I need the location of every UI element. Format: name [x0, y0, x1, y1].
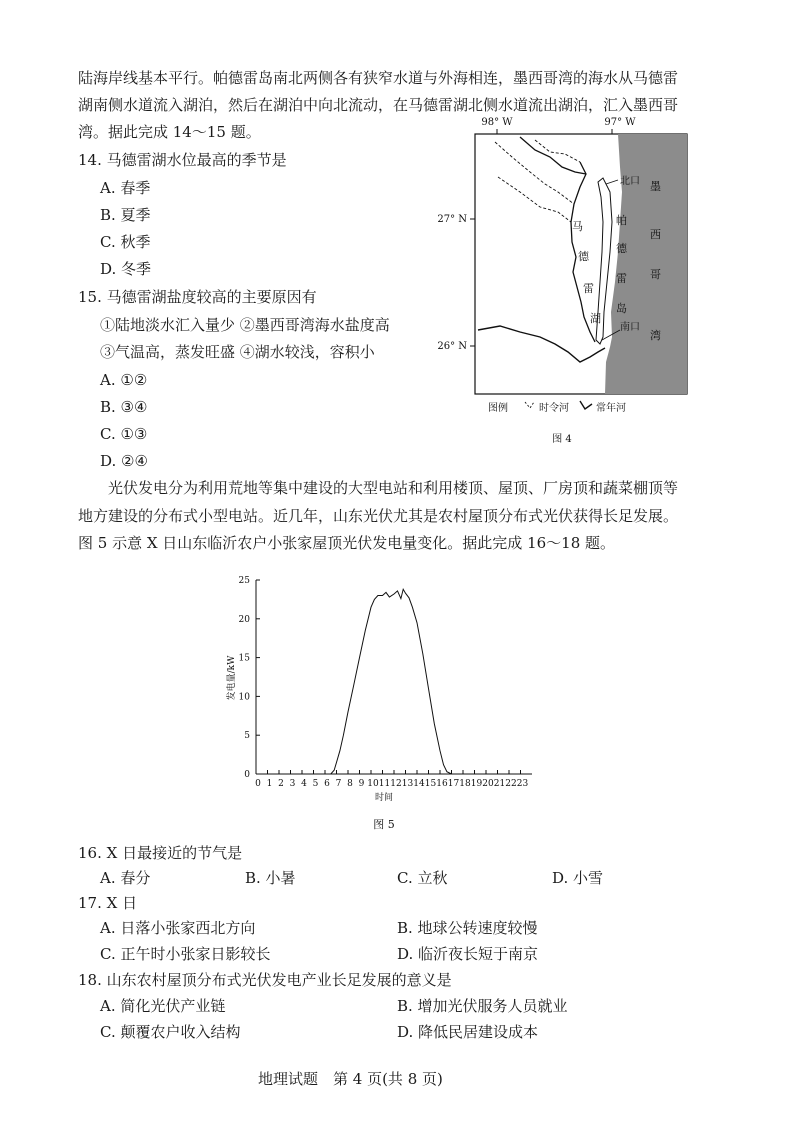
map-legend-title: 图例 [488, 403, 508, 414]
chart-x-tick-label: 16 [436, 779, 448, 789]
chart-x-tick-label: 23 [516, 779, 529, 789]
seasonal-river-2 [498, 177, 571, 222]
q15-items-line-1: ①陆地淡水汇入量少 ②墨西哥湾海水盐度高 [100, 316, 390, 334]
chart-x-tick-label: 14 [413, 779, 425, 789]
map-lake-label-4: 湖 [590, 312, 601, 325]
map-legend-seasonal: 时令河 [539, 403, 569, 414]
q15-option-c[interactable]: C. ①③ [100, 425, 148, 443]
q14-option-b[interactable]: B. 夏季 [100, 206, 151, 224]
q14-option-a[interactable]: A. 春季 [100, 179, 151, 197]
intro1-line-1: 陆海岸线基本平行。帕德雷岛南北两侧各有狭窄水道与外海相连，墨西哥湾的海水从马德雷 [78, 69, 679, 87]
chart-y-ticks [239, 576, 260, 780]
map-lon-left: 98° W [481, 117, 513, 128]
chart-x-tick-label: 9 [358, 779, 365, 789]
intro2-line-2: 地方建设的分布式小型电站。近几年，山东光伏尤其是农村屋顶分布式光伏获得长足发展。 [78, 507, 679, 525]
chart-x-tick-label: 22 [505, 779, 517, 789]
q17-option-d[interactable]: D. 临沂夜长短于南京 [397, 945, 539, 963]
figure-4-map [437, 112, 700, 457]
map-island-label-4: 岛 [616, 302, 627, 315]
map-south-inlet: 南口 [620, 322, 640, 333]
q17-option-a[interactable]: A. 日落小张家西北方向 [100, 919, 256, 937]
chart-x-tick-label: 11 [378, 779, 391, 789]
map-caption: 图 4 [552, 434, 572, 445]
map-lat-bottom: 26° N [437, 341, 467, 352]
chart-x-tick-label: 5 [312, 779, 319, 789]
q15-stem: 15. 马德雷湖盐度较高的主要原因有 [78, 288, 317, 306]
perennial-river-south [478, 326, 605, 362]
figure-5-chart [220, 568, 540, 836]
q18-option-d[interactable]: D. 降低民居建设成本 [397, 1023, 539, 1041]
chart-y-tick-label: 15 [238, 653, 250, 664]
seasonal-river-1 [495, 142, 574, 204]
chart-x-tick-label: 2 [278, 779, 284, 789]
q16-stem: 16. X 日最接近的节气是 [78, 844, 243, 862]
q14-option-c[interactable]: C. 秋季 [100, 233, 151, 251]
chart-x-tick-label: 1 [266, 779, 273, 789]
intro1-line-2: 湖南侧水道流入湖泊，然后在湖泊中向北流动，在马德雷湖北侧水道流出湖泊，汇入墨西哥 [78, 96, 679, 114]
map-gulf-label-4: 湾 [650, 329, 661, 342]
gulf-of-mexico-shading [605, 134, 687, 394]
q15-option-d[interactable]: D. ②④ [100, 452, 148, 470]
chart-x-tick-label: 8 [347, 779, 353, 789]
chart-y-tick-label: 20 [238, 614, 250, 625]
legend-perennial-symbol [580, 401, 592, 409]
chart-y-tick-label: 10 [238, 692, 250, 703]
chart-x-label: 时间 [374, 793, 394, 803]
seasonal-river-3 [535, 140, 580, 162]
q16-option-c[interactable]: C. 立秋 [397, 869, 448, 887]
chart-y-tick-label: 5 [244, 731, 250, 742]
chart-x-tick-label: 3 [289, 779, 296, 789]
chart-x-tick-label: 21 [493, 779, 506, 789]
map-island-label-2: 德 [616, 242, 627, 255]
chart-axes [256, 580, 532, 774]
map-island-label-3: 雷 [616, 272, 627, 285]
chart-series-line [256, 589, 526, 774]
q18-option-c[interactable]: C. 颠覆农户收入结构 [100, 1023, 241, 1041]
map-gulf-label-3: 哥 [650, 268, 661, 281]
q18-option-a[interactable]: A. 简化光伏产业链 [100, 997, 226, 1015]
map-gulf-label-2: 西 [650, 228, 661, 241]
q17-option-c[interactable]: C. 正午时小张家日影较长 [100, 945, 271, 963]
chart-x-tick-label: 19 [470, 779, 483, 789]
q17-stem: 17. X 日 [78, 894, 138, 912]
intro2-line-3: 图 5 示意 X 日山东临沂农户小张家屋顶光伏发电量变化。据此完成 16～18 题。 [78, 534, 616, 552]
map-island-label-1: 帕 [616, 214, 627, 227]
q16-option-b[interactable]: B. 小暑 [245, 869, 296, 887]
chart-x-tick-label: 12 [390, 779, 402, 789]
q15-option-a[interactable]: A. ①② [100, 371, 148, 389]
map-lake-label-2: 德 [578, 250, 589, 263]
map-gulf-label-1: 墨 [650, 180, 661, 193]
chart-y-label: 发电量/kW [227, 655, 237, 701]
chart-x-tick-label: 20 [482, 779, 494, 789]
q15-items-line-2: ③气温高，蒸发旺盛 ④湖水较浅，容积小 [100, 343, 375, 361]
chart-x-ticks [255, 770, 528, 789]
page-footer: 地理试题 第 4 页(共 8 页) [258, 1070, 443, 1088]
intro1-line-3: 湾。据此完成 14～15 题。 [78, 123, 261, 141]
chart-x-tick-label: 17 [447, 779, 460, 789]
q18-option-b[interactable]: B. 增加光伏服务人员就业 [397, 997, 568, 1015]
perennial-river-north [520, 137, 586, 174]
map-lake-label-1: 马 [572, 220, 583, 233]
chart-x-tick-label: 7 [335, 779, 342, 789]
chart-y-tick-label: 0 [244, 770, 250, 780]
chart-x-tick-label: 6 [324, 779, 330, 789]
chart-x-tick-label: 4 [301, 779, 307, 789]
chart-x-tick-label: 18 [459, 779, 471, 789]
chart-x-tick-label: 15 [424, 779, 437, 789]
q14-stem: 14. 马德雷湖水位最高的季节是 [78, 151, 287, 169]
chart-y-tick-label: 25 [238, 576, 250, 586]
q16-option-d[interactable]: D. 小雪 [552, 869, 604, 887]
q16-option-a[interactable]: A. 春分 [100, 869, 151, 887]
chart-x-tick-label: 0 [255, 779, 261, 789]
map-legend-perennial: 常年河 [596, 403, 626, 414]
q15-option-b[interactable]: B. ③④ [100, 398, 148, 416]
map-lat-top: 27° N [437, 214, 467, 225]
chart-x-tick-label: 10 [367, 779, 379, 789]
map-lon-right: 97° W [604, 117, 636, 128]
chart-caption: 图 5 [373, 818, 395, 831]
map-north-inlet: 北口 [620, 176, 640, 187]
q14-option-d[interactable]: D. 冬季 [100, 260, 152, 278]
q17-option-b[interactable]: B. 地球公转速度较慢 [397, 919, 538, 937]
q18-stem: 18. 山东农村屋顶分布式光伏发电产业长足发展的意义是 [78, 971, 452, 989]
intro2-line-1: 光伏发电分为利用荒地等集中建设的大型电站和利用楼顶、屋顶、厂房顶和蔬菜棚顶等 [108, 479, 679, 497]
chart-x-tick-label: 13 [401, 779, 414, 789]
map-lake-label-3: 雷 [583, 282, 594, 295]
legend-seasonal-symbol [525, 402, 534, 408]
